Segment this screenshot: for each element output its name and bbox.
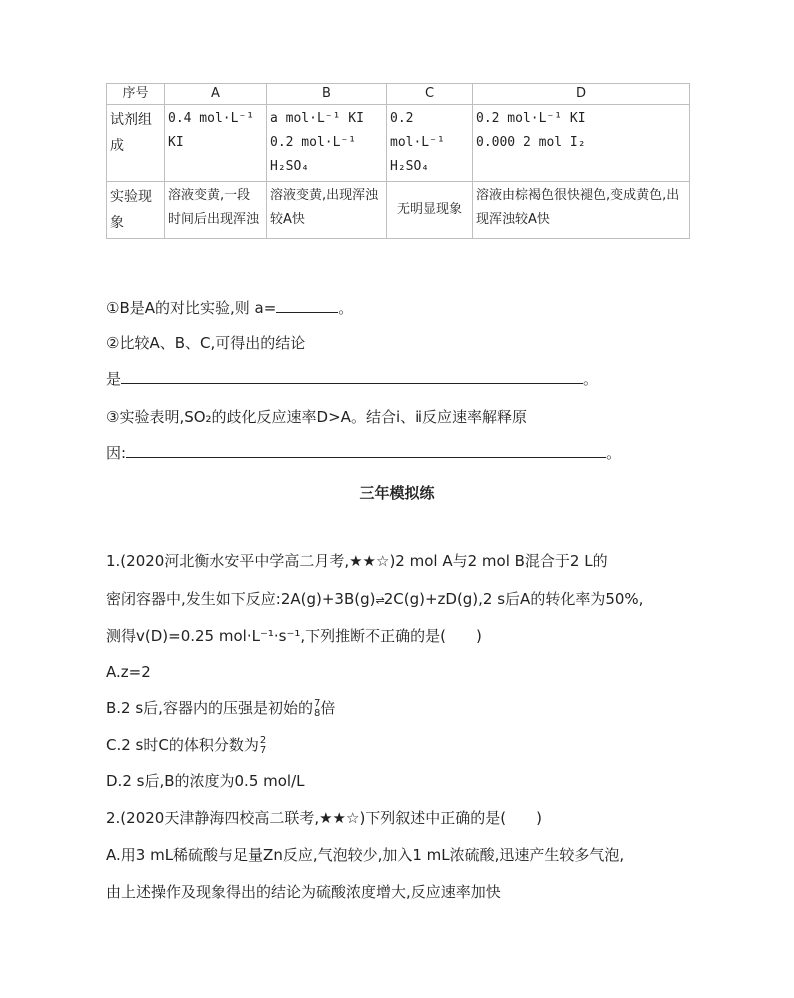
problem-1-stem-3: 测得v(D)=0.25 mol·L⁻¹·s⁻¹,下列推断不正确的是( ) xyxy=(106,627,482,645)
question-1: ①B是A的对比实验,则 a= 。 xyxy=(106,299,354,317)
fraction: 7 8 xyxy=(313,697,321,719)
problem-2-stem: 2.(2020天津静海四校高二联考,★★☆)下列叙述中正确的是( ) xyxy=(106,809,543,827)
header-cell: A xyxy=(165,84,267,105)
header-cell: 序号 xyxy=(107,84,165,105)
row-label: 实验现象 xyxy=(107,182,165,239)
header-cell: B xyxy=(267,84,387,105)
table-cell: a mol·L⁻¹ KI 0.2 mol·L⁻¹ H₂SO₄ xyxy=(267,105,387,182)
table-cell: 溶液变黄,一段时间后出现浑浊 xyxy=(165,182,267,239)
header-cell: C xyxy=(387,84,473,105)
phenomenon-row xyxy=(107,182,690,239)
fraction: 2 7 xyxy=(259,734,267,756)
reversible-arrow-icon: ⇌ xyxy=(375,594,384,607)
problem-1-stem-2: 密闭容器中,发生如下反应:2A(g)+3B(g)⇌2C(g)+zD(g),2 s后A的转化率为50%, xyxy=(106,589,643,611)
problem-1-stem-1: 1.(2020河北衡水安平中学高二月考,★★☆)2 mol A与2 mol B混合于2 L的 xyxy=(106,552,608,570)
answer-blank[interactable] xyxy=(126,443,606,458)
question-2-line1: ②比较A、B、C,可得出的结论 xyxy=(106,334,306,352)
table-cell: 溶液变黄,出现浑浊较A快 xyxy=(267,182,387,239)
problem-2-option-a-2: 由上述操作及现象得出的结论为硫酸浓度增大,反应速率加快 xyxy=(106,883,501,901)
question-2-line2: 是 。 xyxy=(106,370,599,388)
table-cell: 0.2 mol·L⁻¹ KI 0.000 2 mol I₂ xyxy=(473,105,690,182)
table-header-row xyxy=(107,84,690,105)
question-3-line1: ③实验表明,SO₂的歧化反应速率D>A。结合ⅰ、ⅱ反应速率解释原 xyxy=(106,408,527,426)
table-cell: 无明显现象 xyxy=(387,182,473,239)
option-b: B.2 s后,容器内的压强是初始的 7 8 倍 xyxy=(106,697,336,719)
table-cell: 溶液由棕褐色很快褪色,变成黄色,出现浑浊较A快 xyxy=(473,182,690,239)
section-title: 三年模拟练 xyxy=(359,484,435,502)
header-cell: D xyxy=(473,84,690,105)
answer-blank[interactable] xyxy=(121,369,583,384)
problem-2-option-a-1: A.用3 mL稀硫酸与足量Zn反应,气泡较少,加入1 mL浓硫酸,迅速产生较多气泡, xyxy=(106,846,625,864)
option-c: C.2 s时C的体积分数为 2 7 xyxy=(106,734,267,756)
question-3-line2: 因: 。 xyxy=(106,444,622,462)
row-label: 试剂组成 xyxy=(107,105,165,182)
experiment-table xyxy=(106,83,690,239)
answer-blank[interactable] xyxy=(276,298,338,313)
option-a: A.z=2 xyxy=(106,663,151,681)
reagent-row xyxy=(107,105,690,182)
table-cell: 0.4 mol·L⁻¹ KI xyxy=(165,105,267,182)
option-d: D.2 s后,B的浓度为0.5 mol/L xyxy=(106,772,305,790)
table-cell: 0.2 mol·L⁻¹ H₂SO₄ xyxy=(387,105,473,182)
